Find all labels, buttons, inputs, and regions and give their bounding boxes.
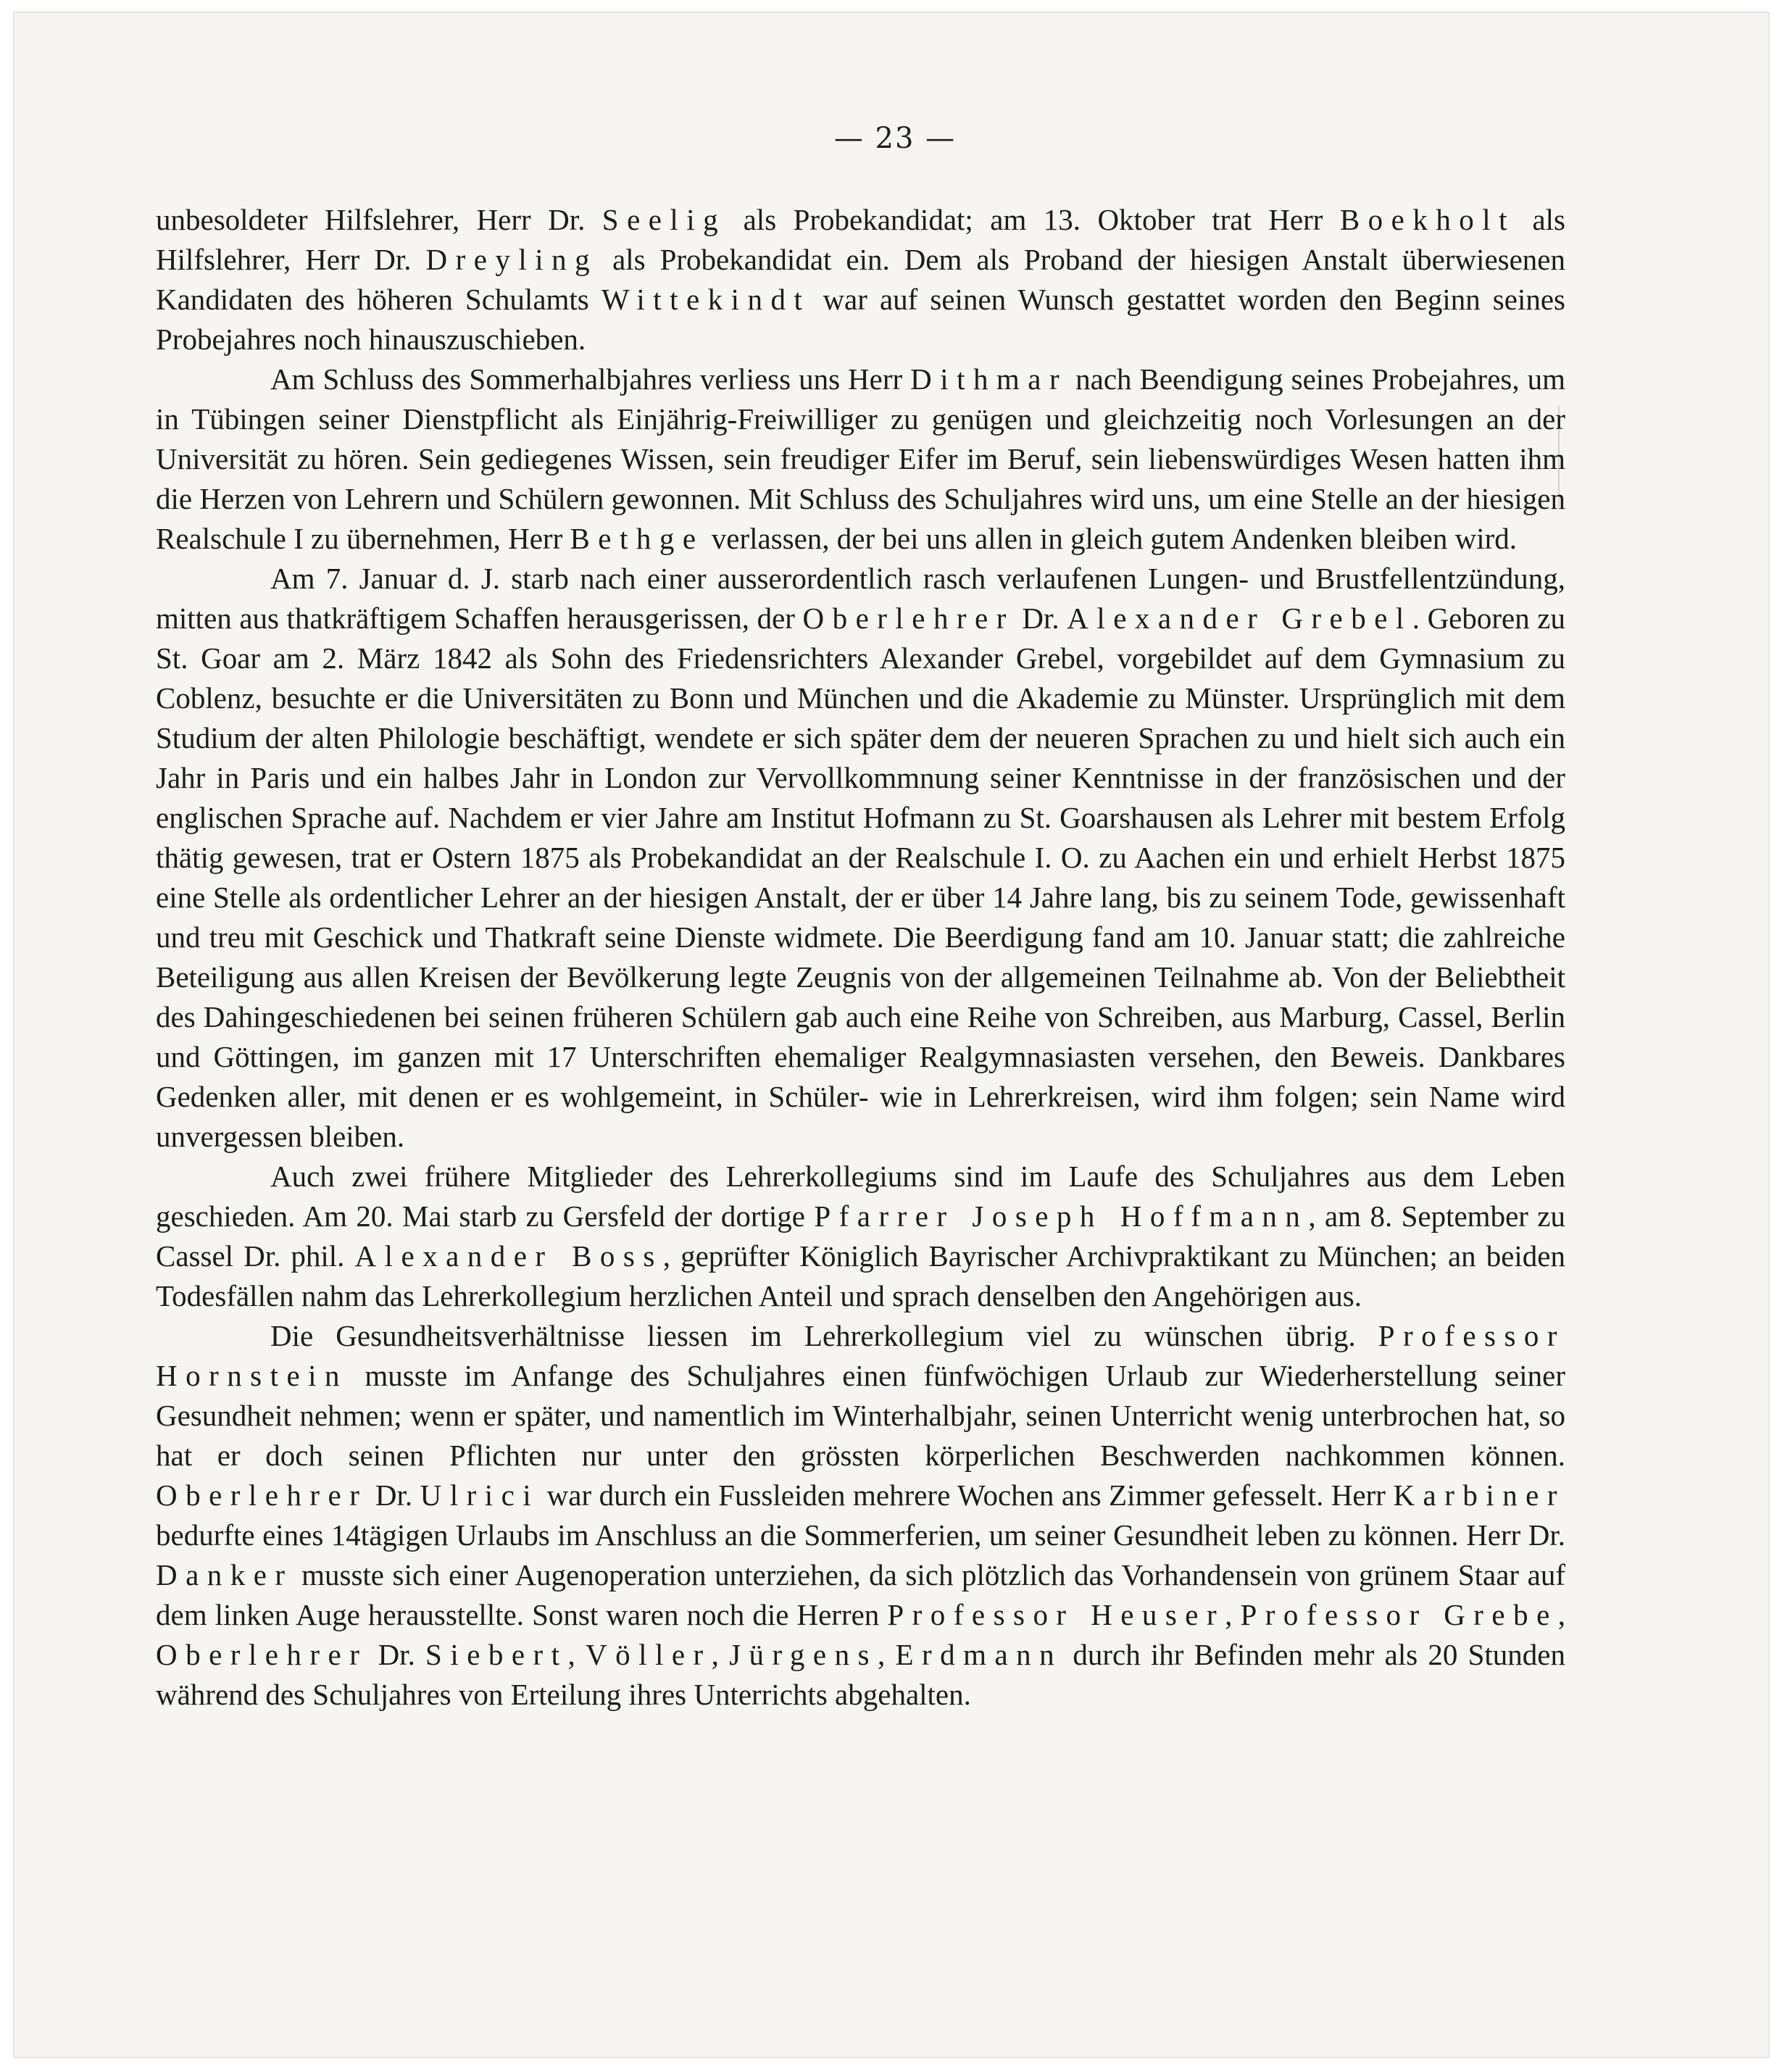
text-run: musste im Anfange des Schuljahres einen fünfwöchigen Urlaub zur Wiederherstellung seiner Gesundheit nehmen; wenn er später, und namentlich im Winterhalbjahr, seinen Unterricht wenig unterbrochen hat, so hat er doch seinen Pflichten nur unter den grössten körperlichen Beschwerden nachkommen können. xyxy=(156,1359,1565,1472)
text-run: Dr. xyxy=(1014,602,1067,635)
text-run: , geprüfter Königlich Bayrischer Archivpraktikant zu München; an beiden Todesfällen nahm das Lehrerkollegium herzlichen Anteil und sprach denselben den Angehörigen aus. xyxy=(156,1239,1565,1312)
spaced-name: Erdmann xyxy=(895,1638,1063,1671)
paragraph-5 xyxy=(156,1316,1565,1715)
text-run: nach Beendigung seines Probejahres, um in Tübingen seiner Dienstpflicht als Einjährig-Freiwilliger zu genügen und gleichzeitig noch Vorlesungen an der Universität zu hören. Sein gediegenes Wissen, sein freudiger Eifer im Beruf, sein liebenswürdiges Wesen hatten ihm die Herzen von Lehrern und Schülern gewonnen. Mit Schluss des Schuljahres wird uns, um eine Stelle an der hiesigen Realschule I zu übernehmen, Herr xyxy=(156,362,1565,555)
spaced-name: Alexander Grebel xyxy=(1067,602,1412,635)
paragraph-1 xyxy=(156,200,1565,359)
text-run: Dr. xyxy=(367,1638,426,1671)
text-run: Auch zwei frühere Mitglieder des Lehrerkollegiums sind im Laufe des Schuljahres aus dem Leben geschieden. Am 20. Mai starb zu Gersfeld der dortige xyxy=(156,1160,1565,1233)
text-run: Am 7. Januar d. J. starb nach einer ausserordentlich rasch verlaufenen Lungen- und Brustfellentzündung, mitten aus thatkräftigem Schaffen herausgerissen, der xyxy=(156,562,1565,635)
spaced-name: Wittekindt xyxy=(601,283,811,316)
text-run: war durch ein Fussleiden mehrere Wochen ans Zimmer gefesselt. Herr xyxy=(539,1478,1394,1512)
spaced-name: Oberlehrer xyxy=(802,602,1015,635)
text-run: bedurfte eines 14tägigen Urlaubs im Anschluss an die Sommerferien, um seiner Gesundheit leben zu können. Herr Dr. xyxy=(156,1518,1565,1552)
text-run: unbesoldeter Hilfslehrer, Herr Dr. xyxy=(156,203,602,236)
text-run: , xyxy=(1557,1598,1566,1631)
spaced-name: Ulrici xyxy=(420,1478,540,1512)
text-run: verlassen, der bei uns allen in gleich gutem Andenken bleiben wird. xyxy=(704,522,1517,555)
spaced-name: Pfarrer Joseph Hoffmann xyxy=(814,1199,1309,1233)
spaced-name: Dithmar xyxy=(910,362,1068,396)
text-run: Dr. xyxy=(367,1478,420,1512)
paragraph-2 xyxy=(156,359,1565,559)
spaced-name: Karbiner xyxy=(1393,1478,1565,1512)
text-run: , xyxy=(1225,1598,1241,1631)
text-run: , xyxy=(711,1638,730,1671)
spaced-name: Danker xyxy=(156,1558,294,1592)
spaced-name: Dreyling xyxy=(425,243,599,276)
text-run: durch ihr Befinden mehr als 20 Stunden während des Schuljahres von Erteilung ihres Unterrichts abgehalten. xyxy=(156,1638,1565,1711)
spaced-name: Professor Heuser xyxy=(887,1598,1225,1631)
spaced-name: Jürgens xyxy=(729,1638,878,1671)
text-run: Am Schluss des Sommerhalbjahres verliess uns Herr xyxy=(270,362,911,396)
text-run: , am 8. September zu Cassel Dr. phil. xyxy=(156,1199,1565,1273)
paragraph-3 xyxy=(156,559,1565,1157)
spaced-name: Oberlehrer xyxy=(156,1478,368,1512)
paragraph-4 xyxy=(156,1157,1565,1316)
spaced-name: Siebert xyxy=(425,1638,568,1671)
body-text xyxy=(156,200,1565,1715)
text-run: war auf seinen Wunsch gestattet worden den Beginn seines Probejahres noch hinauszuschieben. xyxy=(156,283,1565,356)
spaced-name: Boekholt xyxy=(1339,203,1516,236)
text-run: . Geboren zu St. Goar am 2. März 1842 als Sohn des Friedensrichters Alexander Grebel, vorgebildet auf dem Gymnasium zu Coblenz, besuchte er die Universitäten zu Bonn und München und die Akademie zu Münster. Ursprünglich mit dem Studium der alten Philologie beschäftigt, wendete er sich später dem der neueren Sprachen zu und hielt sich auch ein Jahr in Paris und ein halbes Jahr in London zur Vervollkommnung seiner Kenntnisse in der französischen und der englischen Sprache auf. Nachdem er vier Jahre am Institut Hofmann zu St. Goarshausen als Lehrer mit bestem Erfolg thätig gewesen, trat er Ostern 1875 als Probekandidat an der Realschule I. O. zu Aachen ein und erhielt Herbst 1875 eine Stelle als ordentlicher Lehrer an der hiesigen Anstalt, der er über 14 Jahre lang, bis zu seinem Tode, gewissenhaft und treu mit Geschick und Thatkraft seine Dienste widmete. Die Beerdigung fand am 10. Januar statt; die zahlreiche Beteiligung aus allen Kreisen der Bevölkerung legte Zeugnis von der allgemeinen Teilnahme ab. Von der Beliebtheit des Dahingeschiedenen bei seinen früheren Schülern gab auch eine Reihe von Schreiben, aus Marburg, Cassel, Berlin und Göttingen, im ganzen mit 17 Unterschriften ehemaliger Realgymnasiasten versehen, den Beweis. Dankbares Gedenken aller, mit denen er es wohlgemeint, in Schüler- wie in Lehrerkreisen, wird ihm folgen; sein Name wird unvergessen bleiben. xyxy=(156,602,1565,1153)
text-run: , xyxy=(567,1638,586,1671)
spaced-name: Oberlehrer xyxy=(156,1638,368,1671)
text-run: musste sich einer Augenoperation unterziehen, da sich plötzlich das Vorhandensein von grünem Staar auf dem linken Auge herausstellte. Sonst waren noch die Herren xyxy=(156,1558,1565,1631)
page-number: — 23 — xyxy=(833,122,957,155)
spaced-name: Professor Hornstein xyxy=(156,1319,1565,1392)
spaced-name: Alexander Boss xyxy=(354,1239,663,1273)
spaced-name: Seelig xyxy=(601,203,727,236)
text-run: als Hilfslehrer, Herr Dr. xyxy=(156,203,1566,276)
spaced-name: Professor Grebe xyxy=(1240,1598,1558,1631)
text-run: als Probekandidat ein. Dem als Proband der hiesigen Anstalt überwiesenen Kandidaten des höheren Schulamts xyxy=(156,243,1565,316)
text-run: , xyxy=(878,1638,896,1671)
spaced-name: Völler xyxy=(586,1638,712,1671)
text-run: als Probekandidat; am 13. Oktober trat Herr xyxy=(726,203,1340,236)
spaced-name: Bethge xyxy=(570,522,704,555)
text-run: Die Gesundheitsverhältnisse liessen im Lehrerkollegium viel zu wünschen übrig. xyxy=(270,1319,1378,1352)
